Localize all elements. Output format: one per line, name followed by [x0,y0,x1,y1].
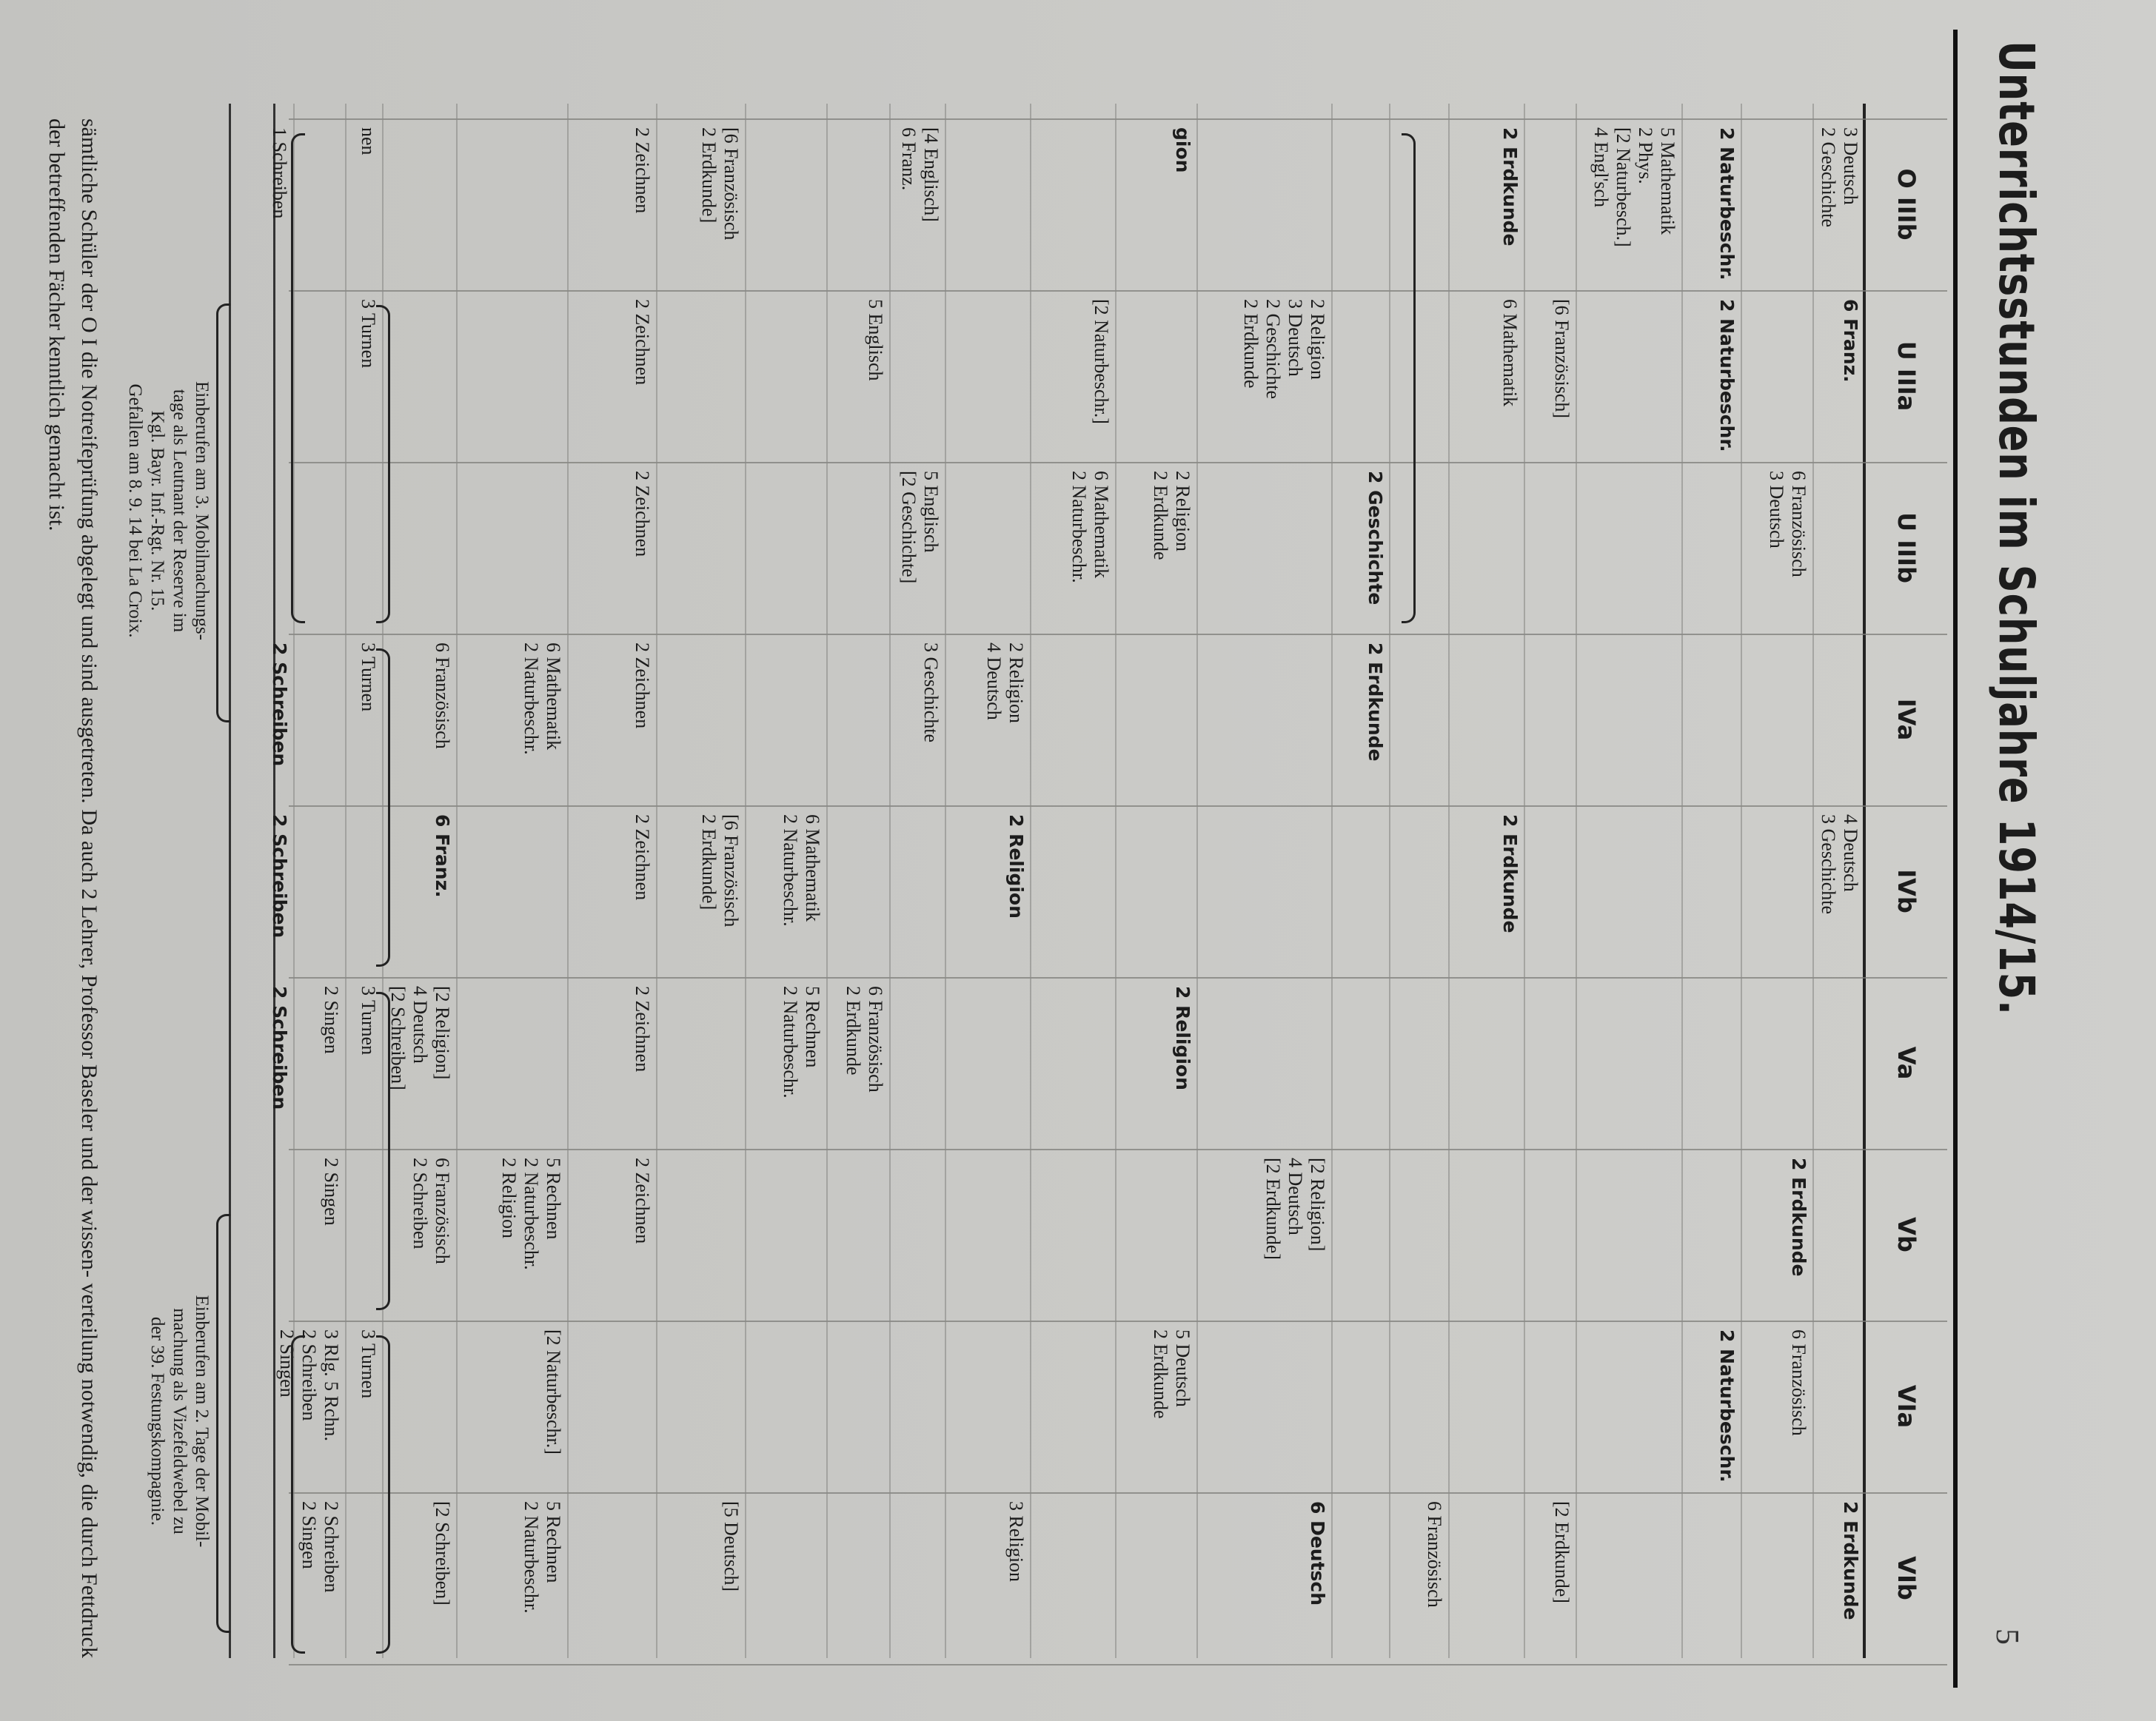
row-divider [1812,104,1814,1658]
row-divider [745,104,746,1658]
schedule-cell: 2 Erdkunde [1788,1158,1810,1277]
row-divider [656,104,657,1658]
schedule-cell: 6 Französisch [1788,1329,1810,1436]
page-number: 5 [1989,1628,2026,1645]
column-divider [289,118,1947,120]
grouping-brace [376,992,390,1310]
note-brace [216,303,230,722]
schedule-cell: 2 Erdkunde [1499,127,1521,246]
turnen-cell: 3 Turnen [358,299,379,369]
column-divider [289,1664,1947,1665]
row-divider [1196,104,1198,1658]
grouping-brace [291,1335,305,1654]
column-header: VIb [1892,1556,1921,1600]
schedule-cell: 2 Zeichnen [632,299,653,386]
schedule-cell: [6 Französisch 2 Erdkunde] [698,127,742,241]
schedule-cell: 2 Religion [1172,986,1194,1090]
schedule-cell: 6 Mathematik 2 Naturbeschr. [780,814,823,927]
schedule-cell: 5 Mathematik 2 Phys. [2 Naturbesch.] 4 Engl'sch [1590,127,1678,247]
schedule-cell: 2 Singen [321,986,342,1054]
row-divider [1115,104,1116,1658]
schedule-cell: 2 Zeichnen [632,643,653,729]
row-divider [1331,104,1333,1658]
schedule-cell: [2 Schreiben] [432,1501,453,1606]
turnen-cell: 3 Turnen [358,643,379,712]
schedule-cell: 5 Rechnen 2 Naturbeschr. [520,1501,564,1614]
schedule-cell: 2 Religion [1005,814,1027,919]
column-header: IVa [1892,698,1921,741]
schedule-cell: 6 Franz. [432,814,453,898]
column-header: IVb [1892,869,1921,913]
column-divider [289,1321,1947,1322]
schedule-cell: 5 Deutsch 2 Erdkunde [1150,1329,1194,1419]
schedule-cell: 4 Deutsch 3 Geschichte [1818,814,1861,915]
schedule-cell: 3 Deutsch 2 Geschichte [1818,127,1861,228]
row-divider [456,104,458,1658]
schedule-cell: 2 Erdkunde [1840,1501,1861,1620]
row-divider [345,104,346,1658]
column-divider [289,977,1947,979]
row-divider [1389,104,1390,1658]
schedule-cell: 6 Franz. [1840,299,1861,383]
teacher-note: Einberufen am 2. Tage der Mobil- machung als Vizefeldwebel zu der 39. Festungskompagnie. [147,1295,212,1548]
schedule-cell: [6 Französisch 2 Erdkunde] [698,814,742,927]
schedule-cell: [2 Naturbeschr.] [1091,299,1112,424]
schedule-cell: 6 Französisch 2 Erdkunde [843,986,886,1093]
row-divider [1030,104,1031,1658]
grouping-brace [376,1335,390,1654]
schedule-cell: 2 Religion 4 Deutsch [983,643,1027,724]
grouping-brace [376,648,390,967]
turnen-cell: 3 Turnen [358,1329,379,1399]
column-header: Vb [1892,1217,1921,1252]
schedule-cell: 2 Zeichnen [632,814,653,901]
schedule-cell: 2 Erdkunde [1499,814,1521,933]
column-divider [289,805,1947,807]
schedule-cell: [2 Religion] 4 Deutsch [2 Erdkunde] [1262,1158,1328,1260]
schedule-cell: 2 Religion 2 Erdkunde [1150,471,1194,560]
column-divider [289,462,1947,463]
schedule-cell: 5 Englisch [865,299,886,381]
column-header: O IIIb [1892,168,1921,241]
row-divider [945,104,946,1658]
schedule-cell: 2 Zeichnen [632,127,653,214]
schedule-cell: [2 Erdkunde] [1551,1501,1573,1603]
schedule-cell: 3 Religion [1005,1501,1027,1583]
schedule-cell: [2 Religion] 4 Deutsch [2 Schreiben] [387,986,453,1090]
column-divider [289,1492,1947,1494]
schedule-cell: 5 Rechnen 2 Naturbeschr. [780,986,823,1098]
schedule-cell: [2 Naturbeschr.] [543,1329,564,1455]
column-divider [289,1149,1947,1150]
schedule-cell: 2 Geschichte [1365,471,1386,605]
schedule-cell: 6 Französisch [432,643,453,749]
schedule-cell: 2 Erdkunde [1365,643,1386,762]
row-divider [889,104,891,1658]
schedule-cell: 6 Mathematik 2 Naturbeschr. [520,643,564,755]
schedule-cell: 6 Französisch [1424,1501,1445,1608]
schedule-cell: 2 Schreiben [269,643,290,767]
footer-text: sämtliche Schüler der O I die Notreifeprüfung abgelegt und sind ausgetreten. Da auch 2 Lehrer, Professor Baseler und der wissen- verteilung notwendig, die durch Fettdruck der betreffenden Fächer kenntlich gemacht ist. [44,118,101,1658]
schedule-cell: [6 Französisch] [1551,299,1573,419]
schedule-cell: 6 Mathematik [1499,299,1521,407]
row-divider [1681,104,1683,1658]
schedule-cell: 2 Naturbeschr. [1716,299,1738,452]
row-divider [1524,104,1525,1658]
column-header: U IIIa [1892,340,1921,412]
column-header: Va [1892,1046,1921,1080]
schedule-cell: 6 Französisch 2 Schreiben [409,1158,453,1264]
schedule-cell: 3 Rlg. 5 Rchn. 2 Schreiben 2 Singen [276,1329,342,1441]
header-rule [1863,104,1866,1658]
schedule-cell: gion [1172,127,1194,173]
schedule-cell: 6 Französisch 3 Deutsch [1766,471,1810,577]
grouping-brace [291,133,305,623]
schedule-cell: nen [358,127,379,155]
row-divider [567,104,569,1658]
schedule-cell: 5 Rechnen 2 Naturbeschr. 2 Religion [498,1158,564,1270]
schedule-cell: 2 Schreiben [269,814,290,939]
teacher-note: Einberufen am 3. Mobilmachungs- tage als Leutnant der Reserve im Kgl. Bayr. Inf.-Rgt. Nr. 15. Gefallen am 8. 9. 14 bei La Croix. [125,381,212,640]
schedule-cell: 2 Schreiben 2 Singen [298,1501,342,1593]
row-divider [826,104,828,1658]
schedule-cell: 2 Naturbeschr. [1716,1329,1738,1483]
schedule-cell: [5 Deutsch] [720,1501,742,1592]
schedule-cell: 2 Zeichnen [632,1158,653,1244]
schedule-cell: 2 Schreiben [269,986,290,1110]
schedule-cell: 6 Mathematik 2 Naturbeschr. [1068,471,1112,583]
schedule-cell: [4 Englisch] 6 Franz. [898,127,942,222]
row-divider [1576,104,1577,1658]
turnen-cell: 3 Turnen [358,986,379,1056]
schedule-cell: 2 Naturbeschr. [1716,127,1738,281]
column-divider [289,634,1947,635]
column-header: VIa [1892,1384,1921,1429]
schedule-cell: 1 Schreiben [269,127,290,219]
schedule-cell: 3 Geschichte [920,643,942,743]
schedule-cell: 2 Religion 3 Deutsch 2 Geschichte 2 Erdkunde [1240,299,1328,400]
schedule-cell: 6 Deutsch [1307,1501,1328,1606]
schedule-cell: 5 Englisch [2 Geschichte] [898,471,942,584]
schedule-cell: 2 Zeichnen [632,471,653,557]
title-rule [1953,30,1958,1688]
row-divider [1741,104,1742,1658]
schedule-cell: 2 Zeichnen [632,986,653,1073]
note-brace [216,1214,230,1633]
grouping-brace [376,305,390,623]
column-header: U IIIb [1892,512,1921,583]
grouping-brace [1402,133,1416,623]
schedule-cell: 2 Singen [321,1158,342,1226]
row-divider [1448,104,1450,1658]
column-divider [289,290,1947,292]
page-title: Unterrichtsstunden im Schuljahre 1914/15. [1988,41,2045,1016]
